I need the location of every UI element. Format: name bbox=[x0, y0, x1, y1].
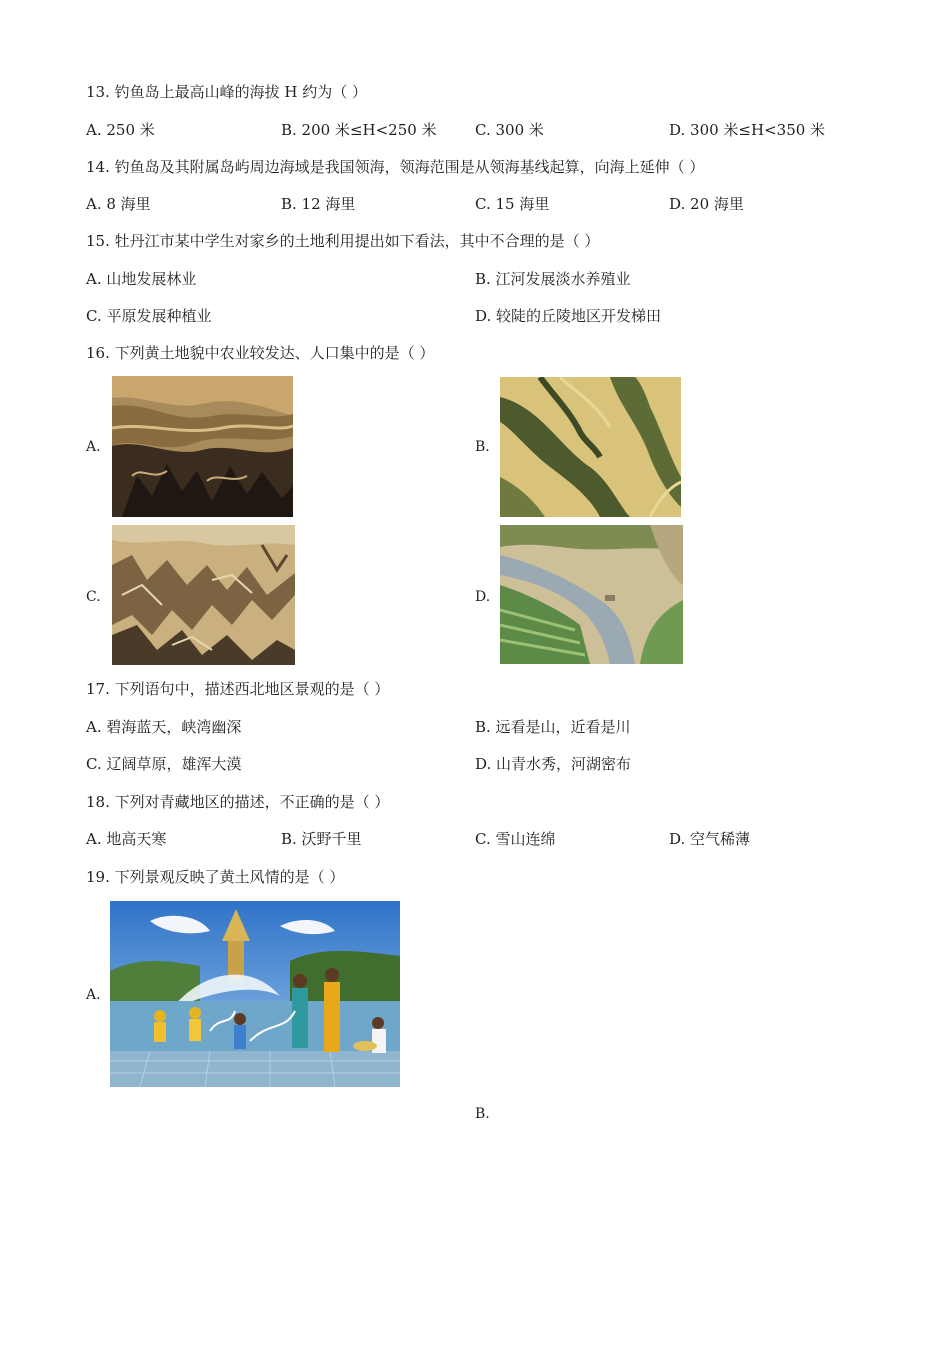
q15-option-b[interactable]: B. 江河发展淡水养殖业 bbox=[475, 270, 631, 288]
q13-option-b[interactable]: B. 200 米≤H<250 米 bbox=[281, 121, 437, 139]
q14-stem: 14. 钓鱼岛及其附属岛屿周边海域是我国领海，领海范围是从领海基线起算，向海上延伸（ ） bbox=[86, 158, 705, 176]
q17-option-c[interactable]: C. 辽阔草原，雄浑大漠 bbox=[86, 755, 242, 773]
q19-label-b[interactable]: B. bbox=[475, 1106, 490, 1122]
q15-option-c[interactable]: C. 平原发展种植业 bbox=[86, 307, 212, 325]
q16-stem: 16. 下列黄土地貌中农业较发达、人口集中的是（ ） bbox=[86, 344, 435, 362]
q16-label-a[interactable]: A. bbox=[86, 439, 101, 455]
q18-stem: 18. 下列对青藏地区的描述，不正确的是（ ） bbox=[86, 793, 390, 811]
q13-option-a[interactable]: A. 250 米 bbox=[86, 121, 155, 139]
q18-option-a[interactable]: A. 地高天寒 bbox=[86, 830, 167, 848]
q17-option-d[interactable]: D. 山青水秀，河湖密布 bbox=[475, 755, 632, 773]
q19-stem: 19. 下列景观反映了黄土风情的是（ ） bbox=[86, 868, 345, 886]
q16-image-d-river-valley-farmland[interactable] bbox=[500, 525, 683, 664]
q16-label-b[interactable]: B. bbox=[475, 439, 490, 455]
q14-option-b[interactable]: B. 12 海里 bbox=[281, 195, 356, 213]
q18-option-d[interactable]: D. 空气稀薄 bbox=[669, 830, 751, 848]
q14-option-c[interactable]: C. 15 海里 bbox=[475, 195, 550, 213]
q19-image-a-water-splashing-festival[interactable] bbox=[110, 901, 400, 1087]
q16-image-b-loess-ridges-aerial[interactable] bbox=[500, 377, 681, 517]
q19-label-a[interactable]: A. bbox=[86, 987, 101, 1003]
q15-option-d[interactable]: D. 较陡的丘陵地区开发梯田 bbox=[475, 307, 662, 325]
q13-stem: 13. 钓鱼岛上最高山峰的海拔 H 约为（ ） bbox=[86, 83, 368, 101]
q17-stem: 17. 下列语句中，描述西北地区景观的是（ ） bbox=[86, 680, 390, 698]
q18-option-b[interactable]: B. 沃野千里 bbox=[281, 830, 362, 848]
q14-option-a[interactable]: A. 8 海里 bbox=[86, 195, 151, 213]
q18-option-c[interactable]: C. 雪山连绵 bbox=[475, 830, 556, 848]
q16-image-a-terraced-loess-cliffs[interactable] bbox=[112, 376, 293, 517]
q17-option-b[interactable]: B. 远看是山，近看是川 bbox=[475, 718, 631, 736]
q13-option-c[interactable]: C. 300 米 bbox=[475, 121, 544, 139]
q17-option-a[interactable]: A. 碧海蓝天，峡湾幽深 bbox=[86, 718, 242, 736]
q15-stem: 15. 牡丹江市某中学生对家乡的土地利用提出如下看法，其中不合理的是（ ） bbox=[86, 232, 600, 250]
q16-label-c[interactable]: C. bbox=[86, 589, 101, 605]
q16-label-d[interactable]: D. bbox=[475, 589, 491, 605]
q15-option-a[interactable]: A. 山地发展林业 bbox=[86, 270, 197, 288]
q16-image-c-gullied-loess-hills[interactable] bbox=[112, 525, 295, 665]
q14-option-d[interactable]: D. 20 海里 bbox=[669, 195, 744, 213]
q13-option-d[interactable]: D. 300 米≤H<350 米 bbox=[669, 121, 826, 139]
